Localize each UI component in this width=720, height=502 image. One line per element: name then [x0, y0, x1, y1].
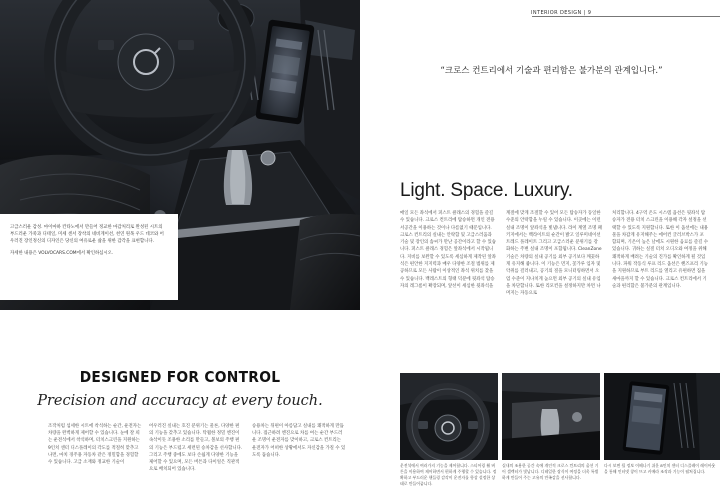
header-rule: [532, 16, 720, 17]
left-body-column-2: 어우러진 실내는 호진 분위기는 물론, 다양한 편의 기능을 갖추고 있습니다. 탁월한 정밀 엔진이 속삭이듯 조용한 소리를 만들고, 볼보의 주행 편의 기능은 부드럽고 세련된 승차감을 선사합니다. 그리고 주행 중에도 보다 손쉽게 다양한 기능을 제어할 수 있으며, 모든 버튼과 다이얼은 직관적으로 배치되어 있습니다.: [149, 424, 243, 473]
left-body-column-3: 승용차는 뒤편이 아름답고 실내를 쾌적하게 만듭니다. 접근하려 엔진으로 차를 여는 순간 부드러운 조명이 운전자를 맞이하고, 크로스 컨트리는 운전자가 어떠한 상황에서도 자신감을 가질 수 있도록 돕습니다.: [252, 424, 346, 458]
section-header: [531, 10, 594, 16]
section-label: INTERIOR DESIGN: [531, 10, 582, 16]
steering-wheel-photo: [400, 373, 498, 460]
right-body-column-3: 처리합니다. 4구역 온도 시스템 옵션은 뒷좌석 탑승자가 전용 터치 스크린을 이용해 각자 설정을 선택할 수 있도록 지원합니다. 또한 이 옵션에는 내용물을 차갑게 유지해주는 에어컨 글러브박스가 포함되며, 기온이 높은 날에도 시원한 음료를 즐길 수 있습니다. 귀하는 실질 터치 오디오와 여정을 위해 쾌적하게 배려는 기술의 진가를 확인하게 될 것입니다. 파워 작동식 루프 리드 옵션은 핸즈프리 기능을 지원하므로 부트 리드를 열리고 유편하면 집을 새마을까지 할 수 있습니다. 크로스 컨트리에서 기술과 편리함은 불가분의 관계입니다.: [612, 211, 708, 289]
section-separator: |: [583, 10, 588, 16]
thumbnail-gear-selector: [502, 373, 600, 460]
thumbnail-caption-1: 운전석에서 여러가지 기능을 제어합니다. 스티어링 휠 버튼을 이용하여 제어하면서 편하게 주행할 수 있습니다. 정확하고 부드러운 핸들링 감각이 운전자를 항상 설정한 상태로 만들어줍니다.: [400, 463, 497, 486]
thumbnail-caption-3: 다시 보면 될 정보 이해나기 쉬운 8인치 센터 디스플레이 레이아웃을 통해 인터넷 창이 뜨고 카메라 조작과 기능이 펼쳐집니다.: [604, 463, 716, 474]
designed-for-control-heading: DESIGNED FOR CONTROL: [79, 368, 281, 386]
center-display-photo: [604, 373, 720, 460]
thumbnail-caption-2: 실내의 조용한 공간 속에 개인적 크로스 컨트리의 옵션 기어 셀렉터가 빛납니다. 디테일한 장식이 여정을 더욱 특별하게 만들어 주는 고유의 만족감을 선사합니다.: [502, 463, 599, 480]
page-number: 9: [587, 10, 592, 16]
thumbnail-steering-wheel: [400, 373, 498, 460]
hero-caption-text: 고급스러운 감성. 마이마하 칸타노에서 만들어 정교한 마감처리로 완성된 시트의 부드러운 가죽과 디테일, 미세 센서 장착의 네비게이션, 천연 원목 우드 데코와 어우러진 장인정신의 디자인은 당신의 여유로운 삶을 위한 감각을 표현합니다.: [10, 225, 164, 244]
right-body-column-2: 계절에 맞게 조절할 수 있어 모든 탑승자가 동일한 수준의 안락함을 누릴 수 있습니다. 이곳에는 이런 실내 조명이 앞좌석을 빛냅니다. 라이 계열 조명 패키지에서는 백라이트의 순간이 밝고 일루미네이션 트레드 플레이트 그리고 고급스러운 분위기를 강화하는 주변 실내 조명이 포함됩니다. CleanZone 기술은 차량의 실내 공기를 외부 공기보다 깨끗하게 유지해 줍니다. 이 기능은 먼지, 꽃가루 입자 및 악취를 걸러내고, 공기의 질을 모니터링하면서 오염 수준이 지나치게 높으면 외부 공기의 실내 유입을 차단합니다. 또한 리모컨을 설정하지만 차면 나머지는 자동으로: [506, 211, 602, 297]
left-body-column-1: 조작처럼 섬세한 시트에 착석하는 순간, 운전자는 차량을 완벽하게 제어할 수 있습니다. 눈에 잘 띄는 운전석에서 착석하며, 터치스크린을 지원하는 9인치 센터 디스플레이의 각도를 적절히 맞추고 나면, 마치 경주용 자동차 같은 정밀함을 경험할 수 있습니다. 고급 소재와 정교한 기술이: [48, 424, 142, 466]
pull-quote: “크로스 컨트리에서 기술과 편리함은 불가분의 관계입니다.”: [440, 66, 663, 76]
right-body-column-1: 매일 모든 좌석에서 퍼스트 클래스의 경험을 즐길 수 있습니다. 크로스 컨트리에 탑승하면 개인 전용 서공간을 이용하는 것이나 다름없기 때문입니다. 크로스 컨트리의 실내는 안락함 및 고급스러움과 기술 및 장인의 솜씨가 만난 공간이라고 할 수 있습니다. 퍼스트 클래스 경험은 앞좌석에서 시작됩니다. 지비를 보완할 수 있도록 세심하게 제작된 앞좌석은 편안한 지지력과 매우 다양한 조절 범위를 제공하므로 모든 사람이 이상적인 좌석 위치를 찾을 수 있습니다. 백레스트의 형태 덕분에 뒷좌석 탑승자의 레그룸이 확장되며, 앞선이 세심한 뒷좌석을: [400, 211, 496, 289]
hero-caption-box: [0, 214, 178, 300]
page-headline: Light. Space. Luxury.: [400, 180, 573, 201]
precision-subheading: Precision and accuracy at every touch.: [37, 393, 323, 409]
thumbnail-center-display: [604, 373, 720, 460]
hero-caption-link[interactable]: 자세한 내용은 VOLVOCARS.COM에서 확인하십시오.: [10, 251, 114, 256]
gear-selector-photo: [502, 373, 600, 460]
